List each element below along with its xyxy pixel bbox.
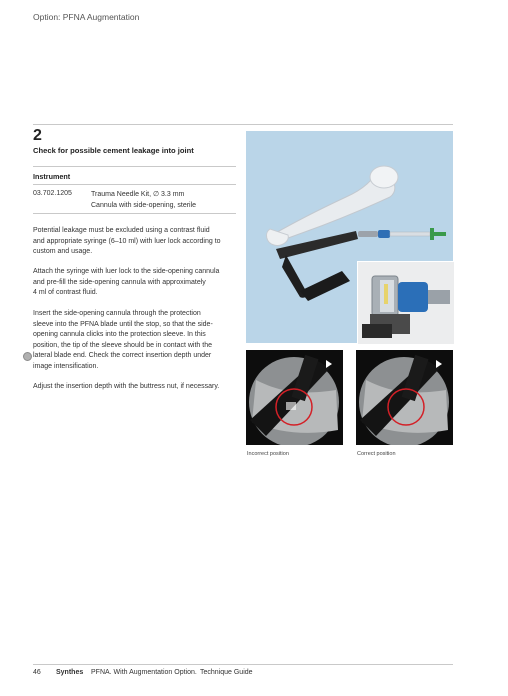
paragraph-line: lateral blade end. Check the correct insertion depth under bbox=[33, 352, 212, 359]
paragraph-line: Attach the syringe with luer lock to the side-opening cannula bbox=[33, 268, 220, 275]
step-title: Check for possible cement leakage into joint bbox=[33, 146, 194, 155]
paragraph-insert-cannula bbox=[33, 309, 243, 372]
caption-incorrect: Incorrect position bbox=[247, 451, 289, 457]
paragraph-line: position, the tip of the sleeve should be in contact with the bbox=[33, 341, 213, 349]
margin-marker-icon bbox=[23, 352, 32, 361]
caption-correct: Correct position bbox=[357, 451, 396, 457]
paragraph-adjust-depth bbox=[33, 382, 243, 393]
section-divider bbox=[33, 124, 453, 125]
instrument-description bbox=[91, 190, 196, 211]
paragraph-leakage bbox=[33, 226, 243, 258]
cannula-detail-illustration bbox=[358, 262, 454, 344]
footer-page-number: 46 bbox=[33, 669, 41, 676]
instrument-heading: Instrument bbox=[33, 172, 71, 181]
paragraph-line: Potential leakage must be excluded using a contrast fluid bbox=[33, 227, 210, 234]
instrument-desc-line: Cannula with side-opening, sterile bbox=[91, 201, 197, 209]
footer-guide: Technique Guide bbox=[200, 669, 253, 676]
xray-correct-illustration bbox=[356, 350, 453, 445]
instrument-heading-rule bbox=[33, 184, 236, 185]
detail-inset-photo bbox=[357, 261, 454, 344]
paragraph-line: image intensification. bbox=[33, 362, 99, 370]
paragraph-line: and appropriate syringe (6–10 ml) with luer lock according to bbox=[33, 237, 221, 245]
xray-correct-position bbox=[356, 350, 453, 445]
footer-brand bbox=[56, 669, 83, 676]
instrument-top-rule bbox=[33, 166, 236, 167]
running-header: Option: PFNA Augmentation bbox=[33, 12, 140, 22]
instrument-bottom-rule bbox=[33, 213, 236, 214]
xray-incorrect-illustration bbox=[246, 350, 343, 445]
paragraph-line: 4 ml of contrast fluid. bbox=[33, 289, 98, 296]
paragraph-line: Insert the side-opening cannula through the protection bbox=[33, 310, 201, 317]
footer-brand-text: Synthes bbox=[56, 669, 84, 676]
xray-incorrect-position bbox=[246, 350, 343, 445]
paragraph-line: Adjust the insertion depth with the buttress nut, if necessary. bbox=[33, 383, 220, 390]
paragraph-line: sleeve into the PFNA blade until the stop, so that the side- bbox=[33, 320, 213, 328]
instrument-desc-line: Trauma Needle Kit, ∅ 3.3 mm bbox=[91, 191, 185, 198]
paragraph-line: opening cannula clicks into the protection sleeve. In this bbox=[33, 331, 206, 338]
instrument-article-number: 03.702.1205 bbox=[33, 190, 72, 197]
paragraph-attach-syringe bbox=[33, 267, 243, 299]
step-number: 2 bbox=[33, 127, 42, 144]
paragraph-line: custom and usage. bbox=[33, 248, 93, 255]
paragraph-line: and pre-fill the side-opening cannula with approximately bbox=[33, 278, 206, 286]
footer-rule bbox=[33, 664, 453, 665]
footer-doc-title: PFNA. With Augmentation Option. bbox=[91, 669, 197, 676]
